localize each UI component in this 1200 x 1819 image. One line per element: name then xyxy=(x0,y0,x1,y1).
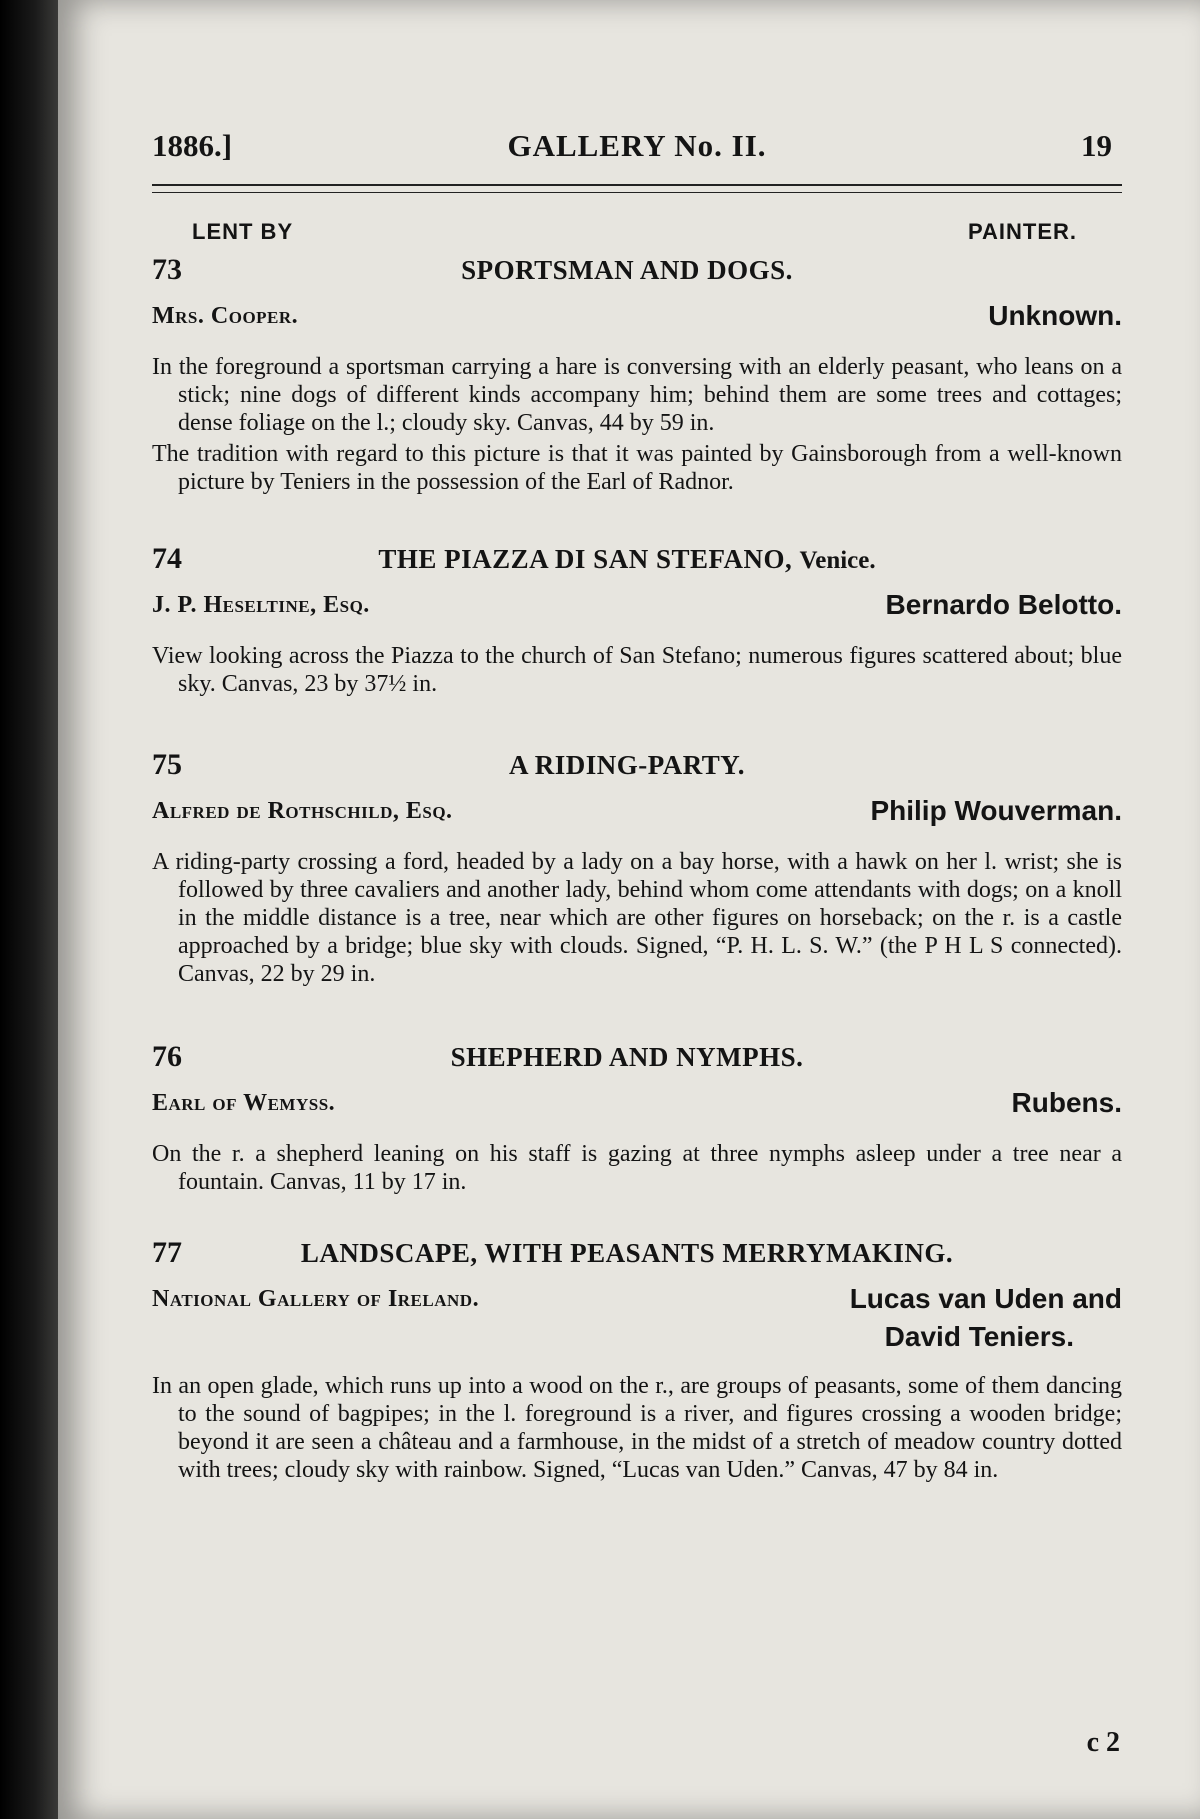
entry-title-row xyxy=(152,748,1122,790)
header-page-number: 19 xyxy=(1081,128,1112,163)
entry-owner: Earl of Wemyss. xyxy=(152,1090,336,1116)
signature-mark: c 2 xyxy=(1086,1727,1120,1758)
entry-painter: Philip Wouverman. xyxy=(870,795,1122,826)
entry-number: 74 xyxy=(152,542,182,575)
catalogue-page xyxy=(58,0,1200,1819)
entry-painter xyxy=(850,1280,1122,1356)
entry-title xyxy=(152,544,1102,575)
entry-paragraph: On the r. a shepherd leaning on his staff is gazing at three nymphs asleep under a tree near a fountain. Canvas, 11 by 17 in. xyxy=(152,1141,1122,1195)
entry-description xyxy=(152,1372,1122,1484)
column-headings xyxy=(152,219,1122,253)
book-gutter xyxy=(0,0,58,1819)
entry-paragraph: In the foreground a sportsman carrying a hare is conversing with an elderly peasant, who leans on a stick; nine dogs of different kinds accompany him; behind them are some trees and cottages; dense foliage on the l.; cloudy sky. Canvas, 44 by 59 in. xyxy=(152,354,1122,436)
catalogue-entry-77 xyxy=(152,1236,1122,1484)
entry-title xyxy=(152,750,1102,781)
entry-painter-line2: David Teniers. xyxy=(884,1321,1074,1352)
entry-painter: Unknown. xyxy=(988,300,1122,331)
entry-owner-row xyxy=(152,1082,1122,1130)
entry-owner: National Gallery of Ireland. xyxy=(152,1286,480,1312)
entry-description xyxy=(152,642,1122,698)
entry-title-place: Venice. xyxy=(799,547,876,574)
entry-title-row xyxy=(152,1236,1122,1278)
entry-owner: J. P. Heseltine, Esq. xyxy=(152,592,370,618)
running-head xyxy=(152,128,1122,170)
entry-description xyxy=(152,848,1122,988)
entry-painter: Bernardo Belotto. xyxy=(885,589,1122,620)
entry-title-row xyxy=(152,542,1122,584)
entry-paragraph: In an open glade, which runs up into a wood on the r., are groups of peasants, some of them dancing to the sound of bagpipes; in the l. foreground is a river, and figures crossing a wooden bridge; beyond it are seen a château and a farmhouse, in the midst of a stretch of meadow country dotted with trees; cloudy sky with rainbow. Signed, “Lucas van Uden.” Canvas, 47 by 84 in. xyxy=(152,1373,1122,1483)
entry-description xyxy=(152,1140,1122,1196)
entry-painter-line1: Lucas van Uden and xyxy=(849,1283,1122,1314)
entry-title-text: SPORTSMAN AND DOGS. xyxy=(461,255,793,285)
catalogue-entry-76 xyxy=(152,1040,1122,1196)
entry-painter: Rubens. xyxy=(1011,1087,1122,1118)
entry-paragraph: A riding-party crossing a ford, headed by a lady on a bay horse, with a hawk on her l. wrist; she is followed by three cavaliers and another lady, behind whom come attendants with dogs; on a knoll in the middle distance is a tree, near which are other figures on horseback; on the r. is a castle approached by a bridge; blue sky with clouds. Signed, “P. H. L. S. W.” (the P H L S connected). Canvas, 22 by 29 in. xyxy=(152,849,1122,987)
entry-title xyxy=(152,1238,1102,1269)
header-gallery: GALLERY No. II. xyxy=(507,128,767,163)
entry-owner-row xyxy=(152,295,1122,343)
entry-owner-row xyxy=(152,790,1122,838)
catalogue-entry-74 xyxy=(152,542,1122,698)
lent-by-heading: LENT BY xyxy=(192,219,294,244)
entry-description xyxy=(152,353,1122,496)
entry-title-text: LANDSCAPE, WITH PEASANTS MERRYMAKING. xyxy=(300,1238,954,1268)
header-rule xyxy=(152,184,1122,193)
catalogue-entry-75 xyxy=(152,748,1122,988)
entry-owner: Mrs. Cooper. xyxy=(152,303,299,329)
catalogue-entry-73 xyxy=(152,253,1122,496)
entry-number: 75 xyxy=(152,748,182,781)
entry-number: 77 xyxy=(152,1236,182,1269)
painter-heading: PAINTER. xyxy=(967,219,1077,244)
entry-owner-row xyxy=(152,584,1122,632)
entry-title-text: SHEPHERD AND NYMPHS. xyxy=(450,1042,804,1072)
entry-number: 73 xyxy=(152,253,182,286)
entry-paragraph: The tradition with regard to this picture is that it was painted by Gainsborough from a well-known picture by Teniers in the possession of the Earl of Radnor. xyxy=(152,441,1122,495)
entry-title-text: A RIDING-PARTY. xyxy=(508,750,746,780)
header-year: 1886.] xyxy=(152,128,233,163)
entry-title-row xyxy=(152,253,1122,295)
page-content xyxy=(152,128,1122,1487)
entry-number: 76 xyxy=(152,1040,182,1073)
entry-owner-row xyxy=(152,1278,1122,1362)
entry-paragraph: View looking across the Piazza to the church of San Stefano; numerous figures scattered about; blue sky. Canvas, 23 by 37½ in. xyxy=(152,643,1122,697)
entry-owner: Alfred de Rothschild, Esq. xyxy=(152,798,453,824)
entry-title xyxy=(152,1042,1102,1073)
entry-title-row xyxy=(152,1040,1122,1082)
entry-title xyxy=(152,255,1102,286)
entry-title-text: THE PIAZZA DI SAN STEFANO, xyxy=(378,544,793,574)
